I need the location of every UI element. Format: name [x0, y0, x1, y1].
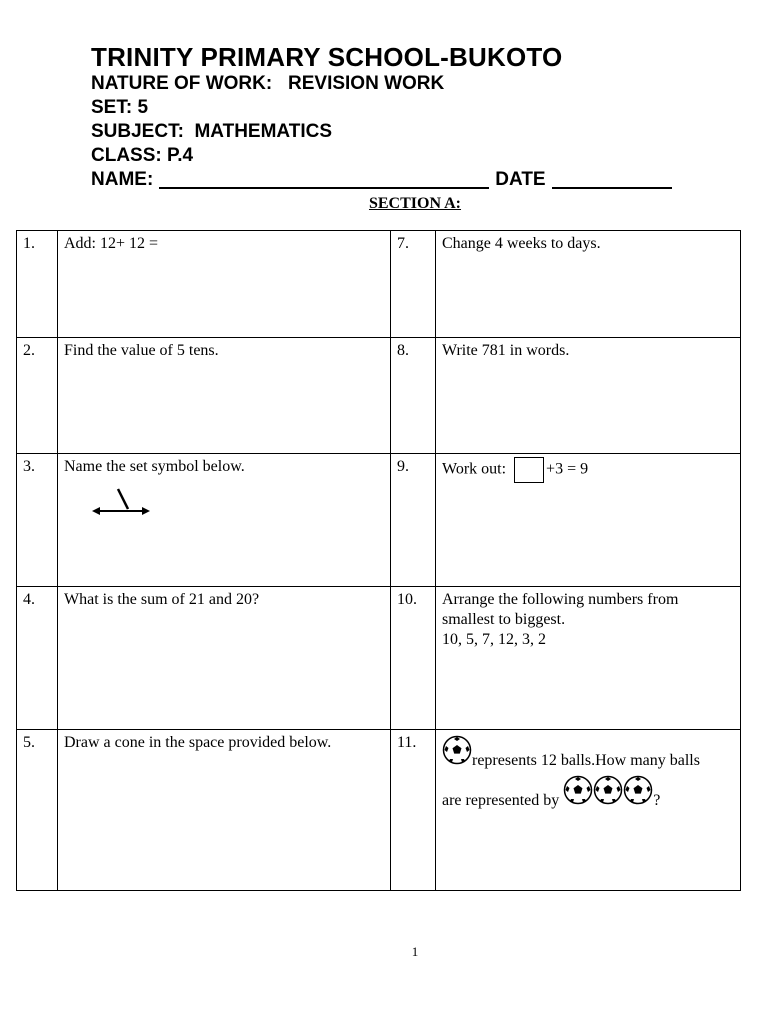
question-text: Find the value of 5 tens.: [64, 342, 219, 359]
question-number: 2.: [17, 338, 58, 454]
question-text: Change 4 weeks to days.: [442, 235, 601, 252]
date-label: DATE: [495, 169, 546, 190]
soccer-ball-icon: [623, 775, 653, 811]
question-text: Work out:: [442, 460, 507, 478]
nature-of-work: NATURE OF WORK: REVISION WORK: [91, 73, 445, 94]
section-title: SECTION A:: [368, 195, 462, 212]
question-number: 4.: [17, 587, 58, 730]
question-10[interactable]: [436, 587, 741, 730]
question-1[interactable]: [58, 231, 391, 338]
answer-box[interactable]: [514, 457, 544, 483]
class: CLASS: P.4: [91, 145, 194, 166]
question-text: +3 = 9: [546, 460, 589, 478]
table-row: [17, 231, 741, 338]
question-number: 1.: [17, 231, 58, 338]
table-row: [17, 338, 741, 454]
question-number: 10.: [391, 587, 436, 730]
question-8[interactable]: [436, 338, 741, 454]
question-text: Name the set symbol below.: [64, 458, 245, 475]
soccer-ball-icon: [593, 775, 623, 811]
question-text: are represented by: [442, 792, 560, 809]
soccer-ball-icon: [442, 735, 472, 771]
question-3[interactable]: [58, 454, 391, 587]
date-field[interactable]: [552, 169, 672, 189]
table-row: [17, 587, 741, 730]
question-5[interactable]: [58, 730, 391, 891]
question-11[interactable]: [436, 730, 741, 891]
question-text: What is the sum of 21 and 20?: [64, 591, 260, 608]
subject: SUBJECT: MATHEMATICS: [91, 121, 333, 142]
question-7[interactable]: [436, 231, 741, 338]
page-number: 1: [411, 944, 419, 959]
school-name: TRINITY PRIMARY SCHOOL-BUKOTO: [91, 42, 563, 72]
question-text: ?: [653, 792, 661, 809]
table-row: [17, 730, 741, 891]
name-label: NAME:: [91, 169, 154, 190]
question-4[interactable]: [58, 587, 391, 730]
question-number: 8.: [391, 338, 436, 454]
question-2[interactable]: [58, 338, 391, 454]
question-text: Write 781 in words.: [442, 342, 570, 359]
question-text: Add: 12+ 12 =: [64, 235, 159, 252]
set-number: SET: 5: [91, 97, 149, 118]
number-list: 10, 5, 7, 12, 3, 2: [442, 631, 546, 648]
table-row: [17, 454, 741, 587]
set-symbol-icon: [92, 485, 152, 519]
question-9[interactable]: [436, 454, 741, 587]
question-text: Draw a cone in the space provided below.: [64, 734, 332, 751]
questions-table: [16, 230, 741, 891]
worksheet-header: [91, 42, 678, 192]
question-number: 7.: [391, 231, 436, 338]
question-text: represents 12 balls.How many balls: [472, 752, 700, 769]
name-date-row: [91, 168, 678, 192]
question-number: 11.: [391, 730, 436, 891]
soccer-ball-icon: [563, 775, 593, 811]
question-number: 5.: [17, 730, 58, 891]
name-field[interactable]: [159, 169, 489, 189]
question-number: 9.: [391, 454, 436, 587]
question-text: Arrange the following numbers from smallest to biggest.: [442, 591, 679, 628]
question-number: 3.: [17, 454, 58, 587]
